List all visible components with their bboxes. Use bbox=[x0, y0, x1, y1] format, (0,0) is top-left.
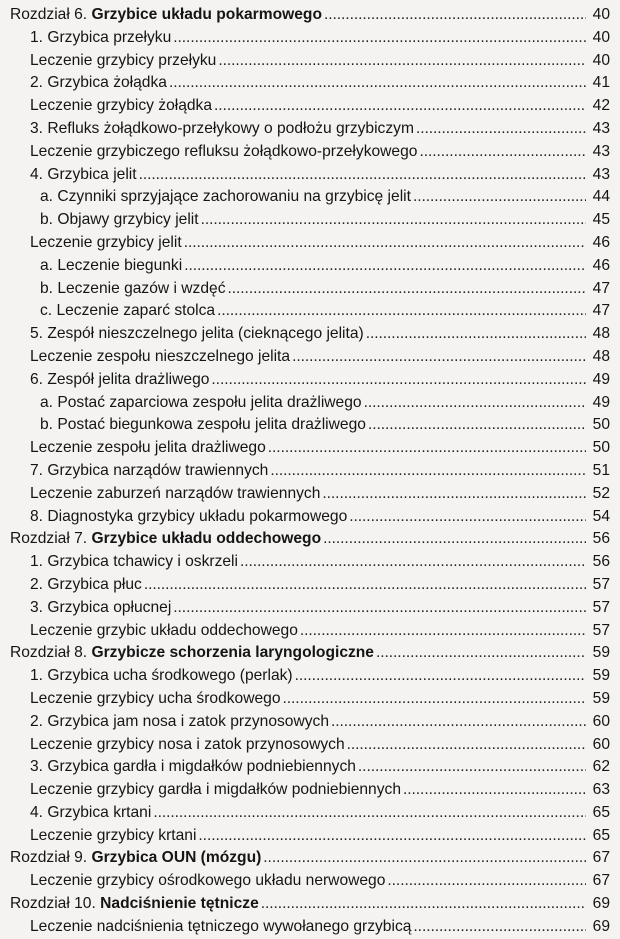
toc-entry-row bbox=[10, 186, 610, 209]
toc-page-number: 59 bbox=[592, 689, 610, 707]
dot-leader bbox=[201, 209, 586, 232]
table-of-contents bbox=[10, 4, 610, 939]
toc-entry-prefix: 2. Grzybica żołądka bbox=[30, 74, 167, 92]
toc-entry-title bbox=[30, 734, 345, 757]
toc-entry-row bbox=[10, 437, 610, 460]
dot-leader bbox=[214, 95, 586, 118]
toc-entry-title bbox=[30, 232, 182, 255]
toc-entry-prefix: b. Postać biegunkowa zespołu jelita drażliwego bbox=[40, 416, 366, 434]
toc-entry-prefix: 1. Grzybica ucha środkowego (perlak) bbox=[30, 667, 293, 685]
toc-entry-title bbox=[30, 551, 238, 574]
toc-entry-row bbox=[10, 27, 610, 50]
toc-page-number: 60 bbox=[592, 712, 610, 730]
toc-entry-title bbox=[30, 369, 209, 392]
toc-chapter-title: Nadciśnienie tętnicze bbox=[100, 895, 259, 913]
toc-entry-prefix: Leczenie zaburzeń narządów trawiennych bbox=[30, 484, 321, 502]
toc-entry-prefix: Leczenie grzybiczego refluksu żołądkowo-przełykowego bbox=[30, 142, 418, 160]
toc-entry-title bbox=[30, 50, 216, 73]
toc-chapter-row bbox=[10, 528, 610, 551]
toc-entry-prefix: Leczenie grzybicy jelit bbox=[30, 233, 182, 251]
toc-chapter-row bbox=[10, 893, 610, 916]
toc-entry-row bbox=[10, 232, 610, 255]
toc-page-number: 40 bbox=[592, 28, 610, 46]
toc-entry-title bbox=[30, 916, 411, 939]
toc-entry-row bbox=[10, 551, 610, 574]
toc-entry-prefix: a. Postać zaparciowa zespołu jelita drażliwego bbox=[40, 393, 362, 411]
toc-entry-row bbox=[10, 141, 610, 164]
toc-entry-prefix: 6. Zespół jelita drażliwego bbox=[30, 370, 210, 388]
toc-page-number: 67 bbox=[592, 872, 610, 890]
toc-entry-row bbox=[10, 506, 610, 529]
toc-chapter-row bbox=[10, 4, 610, 27]
toc-entry-prefix: Leczenie grzybicy krtani bbox=[30, 826, 197, 844]
dot-leader bbox=[358, 756, 586, 779]
dot-leader bbox=[184, 232, 586, 255]
toc-entry-row bbox=[10, 756, 610, 779]
toc-entry-title bbox=[10, 4, 322, 27]
toc-entry-title bbox=[30, 779, 401, 802]
toc-page-number: 65 bbox=[592, 826, 610, 844]
toc-entry-row bbox=[10, 164, 610, 187]
toc-entry-prefix: 2. Grzybica jam nosa i zatok przynosowych bbox=[30, 712, 329, 730]
toc-entry-row bbox=[10, 574, 610, 597]
toc-entry-prefix: a. Leczenie biegunki bbox=[40, 256, 183, 274]
toc-entry-row bbox=[10, 346, 610, 369]
toc-entry-prefix: 5. Zespół nieszczelnego jelita (cieknącego jelita) bbox=[30, 325, 364, 343]
dot-leader bbox=[173, 27, 586, 50]
dot-leader bbox=[268, 437, 586, 460]
dot-leader bbox=[169, 72, 586, 95]
toc-entry-title bbox=[10, 893, 259, 916]
dot-leader bbox=[217, 300, 586, 323]
toc-page-number: 50 bbox=[592, 416, 610, 434]
toc-entry-prefix: Rozdział 7. bbox=[10, 530, 92, 548]
toc-page-number: 56 bbox=[592, 530, 610, 548]
toc-page-number: 59 bbox=[592, 667, 610, 685]
toc-entry-prefix: Leczenie zespołu jelita drażliwego bbox=[30, 439, 266, 457]
toc-entry-prefix: 3. Grzybica gardła i migdałków podniebiennych bbox=[30, 758, 356, 776]
dot-leader bbox=[228, 278, 587, 301]
toc-entry-row bbox=[10, 369, 610, 392]
toc-page-number: 46 bbox=[592, 256, 610, 274]
dot-leader bbox=[292, 346, 586, 369]
toc-entry-row bbox=[10, 825, 610, 848]
toc-page-number: 67 bbox=[592, 849, 610, 867]
toc-chapter-title: Grzybice układu oddechowego bbox=[91, 530, 322, 548]
toc-page-number: 62 bbox=[592, 758, 610, 776]
dot-leader bbox=[387, 870, 586, 893]
toc-entry-row bbox=[10, 711, 610, 734]
toc-page-number: 42 bbox=[592, 97, 610, 115]
toc-page-number: 45 bbox=[592, 211, 610, 229]
toc-entry-title bbox=[30, 756, 356, 779]
toc-entry-title bbox=[40, 255, 182, 278]
dot-leader bbox=[153, 802, 586, 825]
toc-page-number: 46 bbox=[592, 233, 610, 251]
dot-leader bbox=[240, 551, 586, 574]
toc-page-number: 59 bbox=[592, 644, 610, 662]
toc-entry-prefix: c. Leczenie zaparć stolca bbox=[40, 302, 216, 320]
toc-page-number: 43 bbox=[592, 119, 610, 137]
toc-entry-row bbox=[10, 72, 610, 95]
toc-page-number: 54 bbox=[592, 507, 610, 525]
toc-entry-title bbox=[30, 825, 196, 848]
toc-entry-prefix: Rozdział 10. bbox=[10, 895, 101, 913]
toc-chapter-title: Grzybice układu pokarmowego bbox=[91, 6, 322, 23]
toc-page-number: 65 bbox=[592, 803, 610, 821]
dot-leader bbox=[139, 164, 586, 187]
toc-entry-title bbox=[30, 802, 151, 825]
toc-entry-title bbox=[40, 209, 199, 232]
toc-entry-prefix: 1. Grzybica przełyku bbox=[30, 28, 172, 46]
toc-entry-title bbox=[30, 506, 347, 529]
toc-entry-row bbox=[10, 870, 610, 893]
toc-entry-row bbox=[10, 278, 610, 301]
toc-entry-title bbox=[30, 574, 142, 597]
toc-entry-row bbox=[10, 916, 610, 939]
dot-leader bbox=[261, 893, 586, 916]
toc-page-number: 57 bbox=[592, 575, 610, 593]
dot-leader bbox=[283, 688, 586, 711]
dot-leader bbox=[300, 620, 586, 643]
dot-leader bbox=[323, 528, 586, 551]
toc-page-number: 43 bbox=[592, 165, 610, 183]
toc-entry-row bbox=[10, 392, 610, 415]
toc-entry-title bbox=[30, 620, 298, 643]
toc-entry-prefix: 1. Grzybica tchawicy i oskrzeli bbox=[30, 553, 238, 571]
dot-leader bbox=[144, 574, 586, 597]
toc-entry-title bbox=[30, 665, 293, 688]
toc-entry-prefix: 7. Grzybica narządów trawiennych bbox=[30, 461, 269, 479]
dot-leader bbox=[347, 734, 586, 757]
toc-page-number: 69 bbox=[592, 917, 610, 935]
toc-entry-row bbox=[10, 50, 610, 73]
toc-entry-prefix: 2. Grzybica płuc bbox=[30, 575, 142, 593]
toc-entry-row bbox=[10, 95, 610, 118]
dot-leader bbox=[263, 847, 586, 870]
toc-entry-row bbox=[10, 414, 610, 437]
toc-entry-row bbox=[10, 460, 610, 483]
toc-entry-title bbox=[40, 392, 362, 415]
toc-entry-title bbox=[30, 460, 268, 483]
toc-page-number: 49 bbox=[592, 393, 610, 411]
toc-entry-title bbox=[40, 414, 366, 437]
toc-page-number: 47 bbox=[592, 279, 610, 297]
toc-entry-row bbox=[10, 620, 610, 643]
toc-page-number: 52 bbox=[592, 484, 610, 502]
toc-entry-row bbox=[10, 779, 610, 802]
toc-page-number: 63 bbox=[592, 781, 610, 799]
dot-leader bbox=[324, 4, 586, 27]
toc-page-number: 47 bbox=[592, 302, 610, 320]
toc-entry-title bbox=[30, 164, 137, 187]
toc-entry-row bbox=[10, 209, 610, 232]
toc-entry-title bbox=[10, 642, 374, 665]
toc-page-number: 51 bbox=[592, 461, 610, 479]
toc-entry-title bbox=[40, 278, 226, 301]
toc-entry-title bbox=[10, 847, 261, 870]
toc-entry-title bbox=[30, 72, 167, 95]
toc-entry-title bbox=[30, 483, 320, 506]
toc-entry-row bbox=[10, 734, 610, 757]
dot-leader bbox=[368, 414, 586, 437]
toc-page-number: 57 bbox=[592, 598, 610, 616]
toc-page-number: 44 bbox=[592, 188, 610, 206]
toc-entry-title bbox=[30, 870, 385, 893]
dot-leader bbox=[413, 186, 586, 209]
dot-leader bbox=[173, 597, 586, 620]
dot-leader bbox=[366, 323, 586, 346]
toc-entry-row bbox=[10, 802, 610, 825]
toc-entry-prefix: Leczenie grzybicy żołądka bbox=[30, 97, 213, 115]
dot-leader bbox=[413, 916, 586, 939]
toc-entry-prefix: 8. Diagnostyka grzybicy układu pokarmowego bbox=[30, 507, 348, 525]
toc-entry-title bbox=[30, 597, 171, 620]
toc-page-number: 69 bbox=[592, 895, 610, 913]
toc-page-number: 43 bbox=[592, 142, 610, 160]
toc-entry-title bbox=[30, 118, 414, 141]
dot-leader bbox=[295, 665, 586, 688]
toc-entry-prefix: 4. Grzybica jelit bbox=[30, 165, 137, 183]
toc-page-number: 48 bbox=[592, 325, 610, 343]
toc-page-number: 60 bbox=[592, 735, 610, 753]
toc-entry-row bbox=[10, 597, 610, 620]
toc-entry-prefix: b. Objawy grzybicy jelit bbox=[40, 211, 199, 229]
toc-entry-prefix: b. Leczenie gazów i wzdęć bbox=[40, 279, 226, 297]
toc-entry-prefix: 4. Grzybica krtani bbox=[30, 803, 152, 821]
toc-entry-prefix: Leczenie nadciśnienia tętniczego wywołanego grzybicą bbox=[30, 917, 412, 935]
toc-entry-title bbox=[30, 711, 329, 734]
toc-entry-row bbox=[10, 255, 610, 278]
toc-entry-prefix: Rozdział 9. bbox=[10, 849, 92, 867]
toc-chapter-row bbox=[10, 847, 610, 870]
dot-leader bbox=[218, 50, 586, 73]
toc-entry-title bbox=[30, 437, 266, 460]
toc-page-number: 57 bbox=[592, 621, 610, 639]
toc-chapter-title: Grzybicze schorzenia laryngologiczne bbox=[91, 644, 374, 662]
toc-entry-title bbox=[30, 346, 290, 369]
toc-entry-row bbox=[10, 118, 610, 141]
toc-entry-title bbox=[30, 95, 212, 118]
toc-page-number: 49 bbox=[592, 370, 610, 388]
toc-entry-row bbox=[10, 483, 610, 506]
dot-leader bbox=[349, 506, 586, 529]
dot-leader bbox=[331, 711, 586, 734]
toc-entry-title bbox=[40, 186, 411, 209]
toc-entry-row bbox=[10, 300, 610, 323]
dot-leader bbox=[270, 460, 586, 483]
toc-entry-prefix: Rozdział 6. bbox=[10, 6, 92, 23]
toc-page-number: 40 bbox=[592, 6, 610, 23]
toc-entry-prefix: Rozdział 8. bbox=[10, 644, 92, 662]
toc-chapter-row bbox=[10, 642, 610, 665]
toc-page-number: 56 bbox=[592, 553, 610, 571]
toc-entry-prefix: Leczenie grzybic układu oddechowego bbox=[30, 621, 298, 639]
toc-entry-prefix: Leczenie grzybicy ucha środkowego bbox=[30, 689, 281, 707]
toc-page-number: 48 bbox=[592, 347, 610, 365]
toc-entry-title bbox=[30, 27, 171, 50]
toc-entry-row bbox=[10, 688, 610, 711]
dot-leader bbox=[322, 483, 586, 506]
dot-leader bbox=[376, 642, 586, 665]
toc-entry-prefix: 3. Grzybica opłucnej bbox=[30, 598, 172, 616]
toc-entry-prefix: Leczenie grzybicy gardła i migdałków podniebiennych bbox=[30, 781, 401, 799]
toc-entry-title bbox=[30, 141, 417, 164]
toc-entry-prefix: a. Czynniki sprzyjające zachorowaniu na grzybicę jelit bbox=[40, 188, 411, 206]
dot-leader bbox=[419, 141, 586, 164]
toc-entry-title bbox=[30, 688, 281, 711]
toc-entry-prefix: Leczenie grzybicy nosa i zatok przynosowych bbox=[30, 735, 345, 753]
toc-entry-prefix: Leczenie zespołu nieszczelnego jelita bbox=[30, 347, 291, 365]
toc-entry-row bbox=[10, 323, 610, 346]
toc-chapter-title: Grzybica OUN (mózgu) bbox=[91, 849, 262, 867]
dot-leader bbox=[403, 779, 586, 802]
toc-page-number: 40 bbox=[592, 51, 610, 69]
toc-entry-prefix: Leczenie grzybicy ośrodkowego układu nerwowego bbox=[30, 872, 386, 890]
dot-leader bbox=[211, 369, 586, 392]
toc-entry-row bbox=[10, 665, 610, 688]
toc-entry-prefix: Leczenie grzybicy przełyku bbox=[30, 51, 217, 69]
dot-leader bbox=[364, 392, 586, 415]
toc-page-number: 50 bbox=[592, 439, 610, 457]
toc-entry-title bbox=[40, 300, 215, 323]
dot-leader bbox=[416, 118, 586, 141]
toc-page-number: 41 bbox=[592, 74, 610, 92]
toc-entry-title bbox=[10, 528, 321, 551]
dot-leader bbox=[198, 825, 586, 848]
toc-entry-prefix: 3. Refluks żołądkowo-przełykowy o podłożu grzybiczym bbox=[30, 119, 414, 137]
dot-leader bbox=[184, 255, 586, 278]
toc-entry-title bbox=[30, 323, 364, 346]
